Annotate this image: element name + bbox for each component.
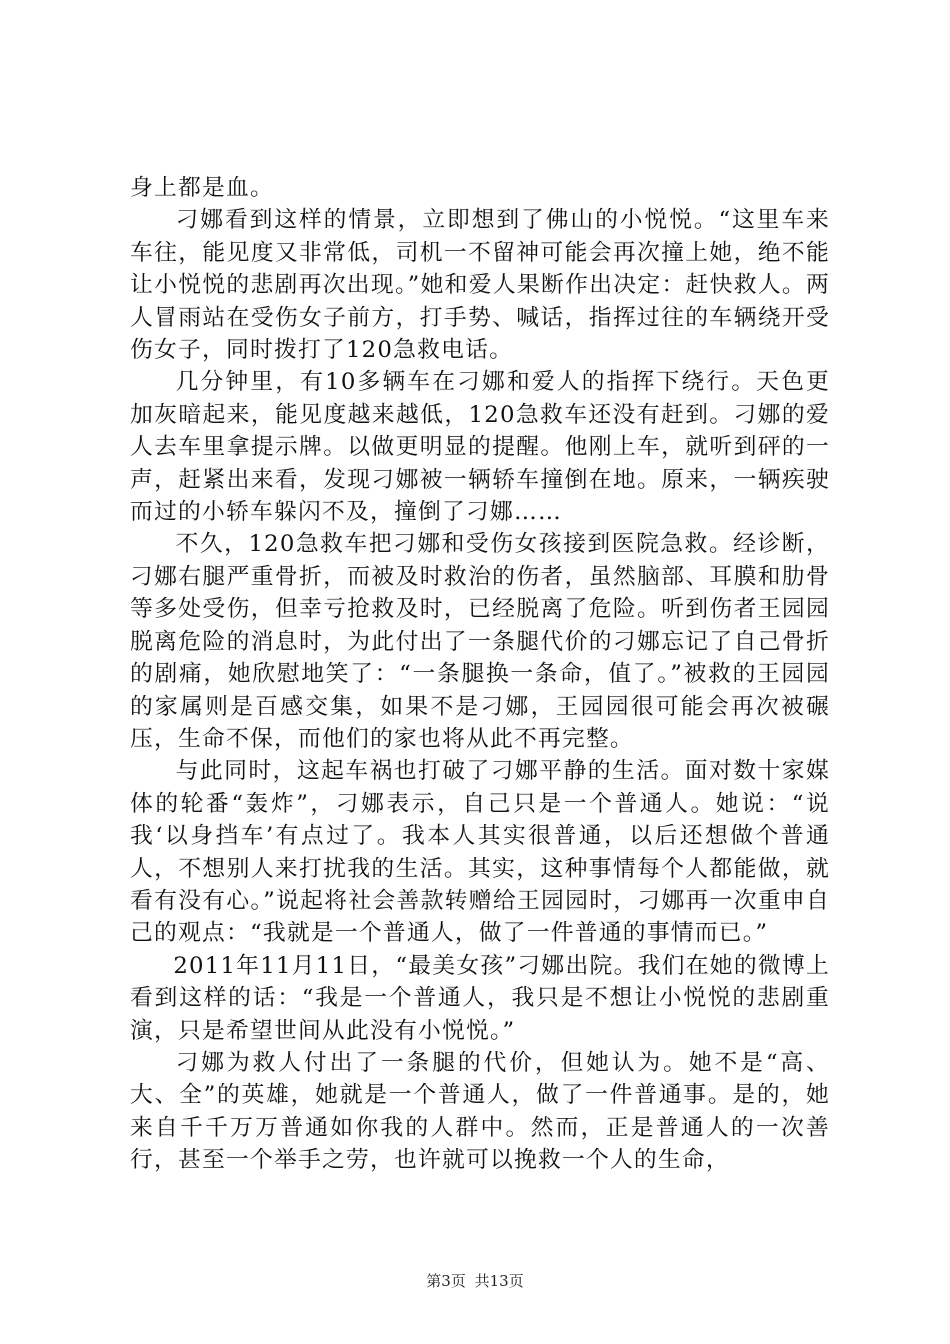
paragraph: 几分钟里，有10多辆车在刁娜和爱人的指挥下绕行。天色更加灰暗起来，能见度越来越低，120急救车还没有赶到。刁娜的爱人去车里拿提示牌。以做更明显的提醒。他刚上车，就听到砰的一声，赶紧出来看，发现刁娜被一辆轿车撞倒在地。原来，一辆疾驶而过的小轿车躲闪不及，撞倒了刁娜…… — [130, 369, 830, 526]
page-total: 共13页 — [474, 1272, 524, 1290]
paragraph: 不久，120急救车把刁娜和受伤女孩接到医院急救。经诊断，刁娜右腿严重骨折，而被及时救治的伤者，虽然脑部、耳膜和肋骨等多处受伤，但幸亏抢救及时，已经脱离了危险。听到伤者王园园脱离危险的消息时，为此付出了一条腿代价的刁娜忘记了自己骨折的剧痛，她欣慰地笑了：“一条腿换一条命，值了。”被救的王园园的家属则是百感交集，如果不是刁娜，王园园很可能会再次被碾压，生命不保，而他们的家也将从此不再完整。 — [130, 531, 830, 752]
paragraph: 刁娜为救人付出了一条腿的代价，但她认为。她不是“高、大、全”的英雄，她就是一个普通人，做了一件普通事。是的，她来自千千万万普通如你我的人群中。然而，正是普通人的一次善行，甚至一个举手之劳，也许就可以挽救一个人的生命， — [130, 1049, 830, 1174]
page-footer — [0, 1270, 950, 1291]
body-text — [130, 172, 830, 1177]
page-number: 第3页 — [426, 1272, 466, 1290]
paragraph: 与此同时，这起车祸也打破了刁娜平静的生活。面对数十家媒体的轮番“轰炸”，刁娜表示，自己只是一个普通人。她说：“说我‘以身挡车’有点过了。我本人其实很普通，以后还想做个普通人，不想别人来打扰我的生活。其实，这种事情每个人都能做，就看有没有心。”说起将社会善款转赠给王园园时，刁娜再一次重申自己的观点：“我就是一个普通人，做了一件普通的事情而已。” — [130, 758, 830, 947]
paragraph: 2011年11月11日，“最美女孩”刁娜出院。我们在她的微博上看到这样的话：“我是一个普通人，我只是不想让小悦悦的悲剧重演，只是希望世间从此没有小悦悦。” — [130, 952, 830, 1044]
paragraph: 刁娜看到这样的情景，立即想到了佛山的小悦悦。“这里车来车往，能见度又非常低，司机一不留神可能会再次撞上她，绝不能让小悦悦的悲剧再次出现。”她和爱人果断作出决定：赶快救人。两人冒雨站在受伤女子前方，打手势、喊话，指挥过往的车辆绕开受伤女子，同时拨打了120急救电话。 — [130, 207, 830, 364]
paragraph-continuation: 身上都是血。 — [130, 175, 274, 201]
